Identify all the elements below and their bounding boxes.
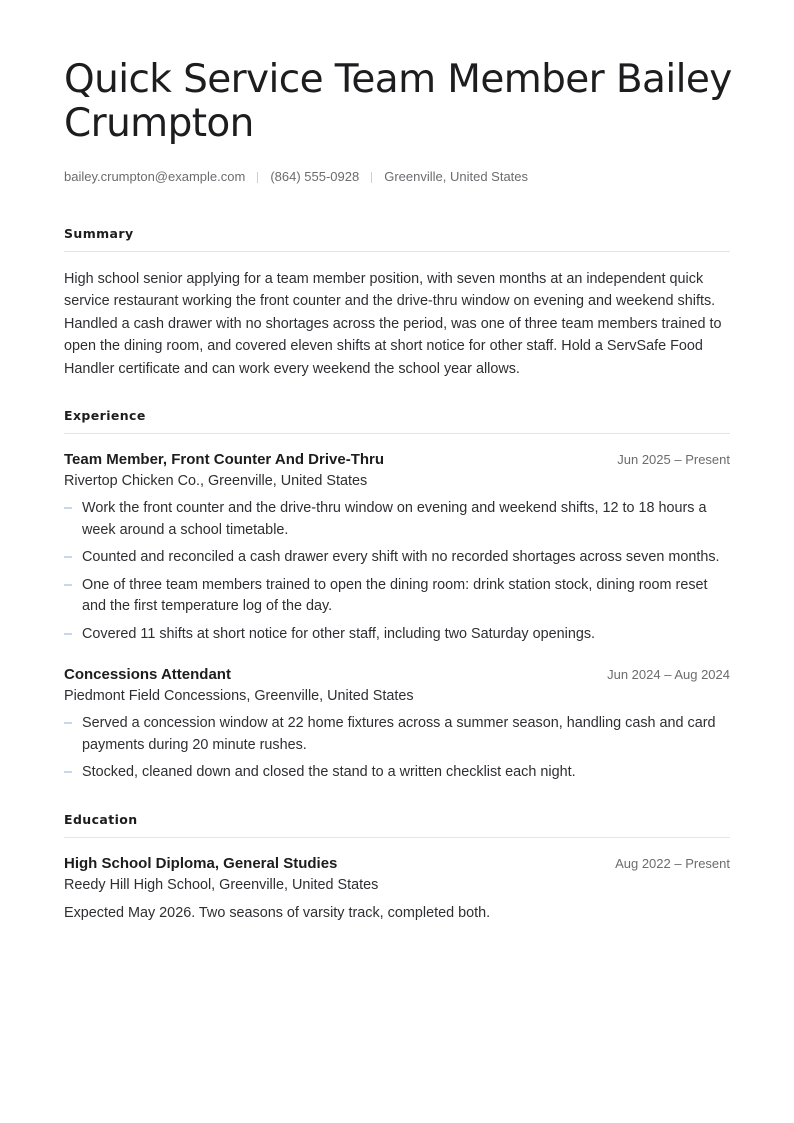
list-item	[64, 713, 730, 756]
experience-entry	[64, 450, 730, 645]
list-item	[64, 624, 730, 646]
entry-header	[64, 450, 730, 470]
job-employer: Piedmont Field Concessions, Greenville, United States	[64, 688, 414, 705]
experience-section	[64, 408, 730, 784]
job-title: Concessions Attendant	[64, 666, 231, 684]
bullet-text: Served a concession window at 22 home fixtures across a summer season, handling cash and card payments during 20 minute rushes.	[82, 715, 716, 753]
education-dates: Aug 2022 – Present	[615, 855, 730, 871]
list-item	[64, 762, 730, 784]
bullet-text: Covered 11 shifts at short notice for other staff, including two Saturday openings.	[82, 625, 596, 642]
job-dates: Jun 2024 – Aug 2024	[607, 667, 730, 683]
education-note: Expected May 2026. Two seasons of varsity track, completed both.	[64, 904, 491, 921]
bullet-text: Counted and reconciled a cash drawer every shift with no recorded shortages across seven months.	[82, 549, 720, 566]
bullet-text: Stocked, cleaned down and closed the stand to a written checklist each night.	[82, 764, 576, 781]
entry-header	[64, 854, 730, 874]
dash-bullet-icon: –	[64, 576, 73, 593]
experience-entry	[64, 665, 730, 784]
entry-header	[64, 665, 730, 685]
section-heading-education: Education	[64, 812, 730, 838]
section-heading-summary: Summary	[64, 226, 730, 252]
job-dates: Jun 2025 – Present	[617, 452, 730, 468]
dash-bullet-icon: –	[64, 625, 73, 642]
contact-line	[64, 168, 730, 186]
contact-location: Greenville, United States	[384, 169, 529, 184]
list-item	[64, 498, 730, 541]
bullet-text: One of three team members trained to open the dining room: drink station stock, dining room reset and the first temperature log of the day.	[82, 576, 708, 615]
job-bullets	[64, 498, 730, 645]
contact-email: bailey.crumpton@example.com	[64, 169, 246, 184]
dash-bullet-icon: –	[64, 715, 73, 732]
candidate-name: Quick Service Team Member Bailey Crumpton	[64, 57, 732, 146]
list-item	[64, 575, 730, 618]
summary-section	[64, 226, 730, 380]
education-entry	[64, 854, 730, 924]
bullet-text: Work the front counter and the drive-thru window on evening and weekend shifts, 12 to 18 hours a week around a school timetable.	[82, 500, 707, 538]
contact-phone: (864) 555-0928	[270, 169, 360, 184]
school-name: Reedy Hill High School, Greenville, United States	[64, 876, 379, 893]
dash-bullet-icon: –	[64, 764, 73, 781]
education-section	[64, 812, 730, 924]
job-title: Team Member, Front Counter And Drive-Thru	[64, 451, 385, 469]
degree-title: High School Diploma, General Studies	[64, 854, 338, 872]
job-bullets	[64, 713, 730, 784]
summary-text: High school senior applying for a team member position, with seven months at an independent quick service restaurant working the front counter and the drive-thru window on evening and weekend shifts. Handled a cash drawer with no shortages across the period, was one of three team members trained to open the dining room, and covered eleven shifts at short notice for other staff. Hold a ServSafe Food Handler certificate and can work every weekend the school year allows.	[64, 271, 722, 377]
dash-bullet-icon: –	[64, 500, 73, 517]
contact-separator	[257, 172, 258, 183]
section-heading-experience: Experience	[64, 408, 730, 434]
contact-separator	[371, 172, 372, 183]
dash-bullet-icon: –	[64, 549, 73, 566]
list-item	[64, 547, 730, 569]
job-employer: Rivertop Chicken Co., Greenville, United States	[64, 473, 368, 490]
